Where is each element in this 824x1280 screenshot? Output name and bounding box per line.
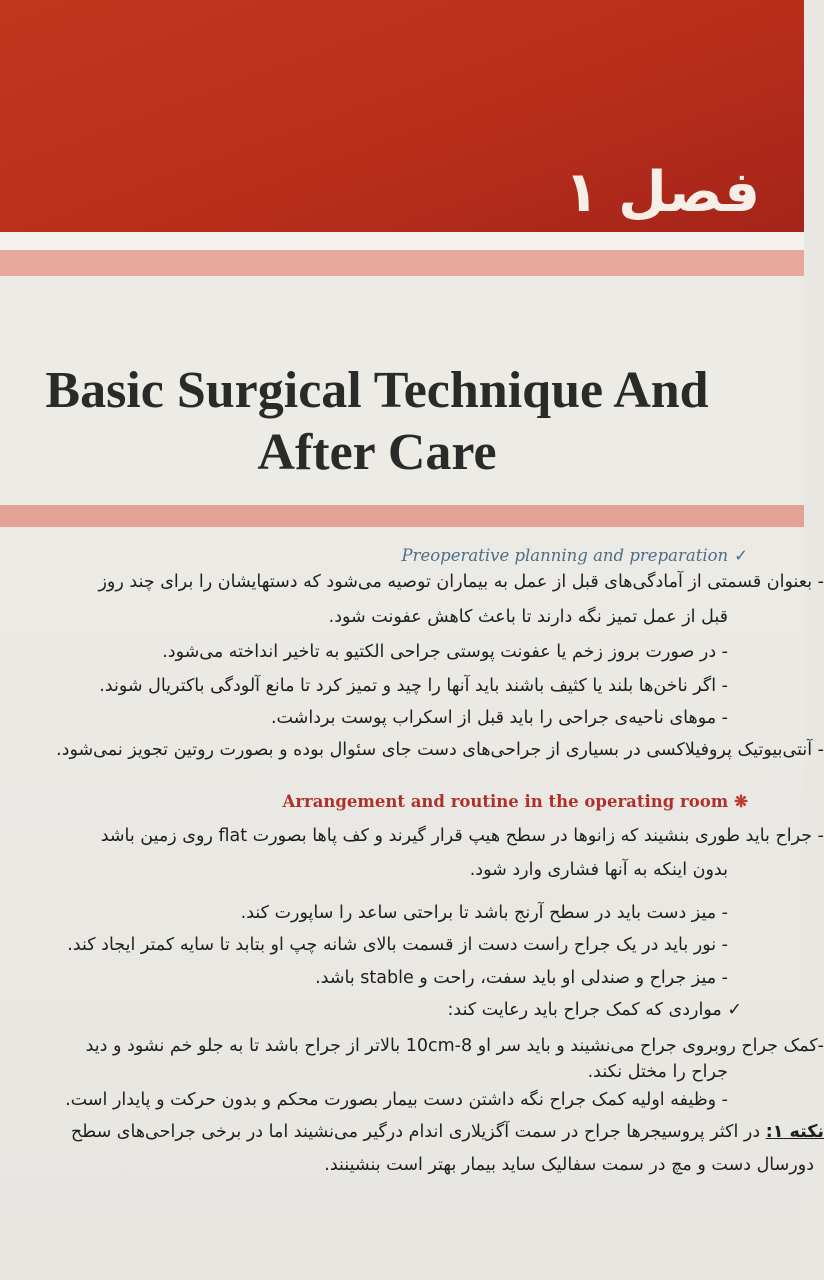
section-heading-text: Arrangement and routine in the operating room — [282, 792, 729, 811]
paragraph-line: - وظیفه اولیه کمک جراح نگه داشتن دست بیمار بصورت محکم و بدون حرکت و پایدار است. — [65, 1090, 728, 1110]
paragraph-line: -کمک جراح روبروی جراح می‌نشیند و باید سر او 8-10cm بالاتر از جراح باشد تا به جلو خم نشود و دید — [85, 1036, 824, 1056]
paragraph-line: - نور باید در یک جراح راست دست از قسمت بالای شانه چپ او بتابد تا سایه کمتر ایجاد کند. — [67, 935, 728, 955]
header-divider — [0, 232, 804, 252]
section-heading-text: Preoperative planning and preparation — [401, 546, 729, 565]
paragraph-line: - بعنوان قسمتی از آمادگی‌های قبل از عمل به بیماران توصیه می‌شود که دستهایشان را برای چند روز — [98, 572, 824, 592]
note-label: نکته ۱: — [765, 1122, 824, 1142]
main-title — [0, 360, 754, 484]
chapter-label: فصل ۱ — [564, 160, 760, 225]
section-heading-preoperative — [401, 546, 748, 565]
main-title-line-2: After Care — [257, 424, 497, 481]
checklist-item: ✓ مواردی که کمک جراح باید رعایت کند: — [447, 1000, 742, 1020]
section-heading-arrangement — [283, 792, 748, 811]
paragraph-line: - موهای ناحیه‌ی جراحی را باید قبل از اسکراب پوست برداشت. — [270, 708, 728, 728]
paragraph-line: بدون اینکه به آنها فشاری وارد شود. — [469, 860, 728, 880]
paragraph-line: - میز جراح و صندلی او باید سفت، راحت و stable باشد. — [315, 968, 728, 988]
paragraph-line: - جراح باید طوری بنشیند که زانوها در سطح هیپ قرار گیرند و کف پاها بصورت flat روی زمین باشد — [100, 826, 824, 846]
check-icon: ✓ — [734, 546, 748, 565]
note-line: دورسال دست و مچ در سمت سفالیک ساید بیمار بهتر است بنشینند. — [324, 1155, 814, 1175]
title-band-top — [0, 250, 804, 276]
title-band-bottom — [0, 505, 804, 527]
asterisk-icon: ❋ — [734, 792, 748, 811]
note-line — [71, 1122, 824, 1142]
paragraph-line: جراح را مختل نکند. — [587, 1062, 728, 1082]
paragraph-line: - آنتی‌بیوتیک پروفیلاکسی در بسیاری از جراحی‌های دست جای سئوال بوده و بصورت روتین تجویز نمی‌شود. — [56, 740, 824, 760]
paragraph-line: - اگر ناخن‌ها بلند یا کثیف باشند باید آنها را چید و تمیز کرد تا مانع آلودگی باکتریال شوند. — [99, 676, 728, 696]
paragraph-line: - میز دست باید در سطح آرنج باشد تا براحتی ساعد را ساپورت کند. — [240, 903, 728, 923]
paragraph-line: - در صورت بروز زخم یا عفونت پوستی جراحی الکتیو به تاخیر انداخته می‌شود. — [162, 642, 728, 662]
note-text: در اکثر پروسیجرها جراح در سمت آگزیلاری اندام درگیر می‌نشیند اما در برخی جراحی‌های سطح — [70, 1122, 766, 1142]
main-title-line-1: Basic Surgical Technique And — [45, 362, 709, 419]
paragraph-line: قبل از عمل تمیز نگه دارند تا باعث کاهش عفونت شود. — [328, 607, 728, 627]
